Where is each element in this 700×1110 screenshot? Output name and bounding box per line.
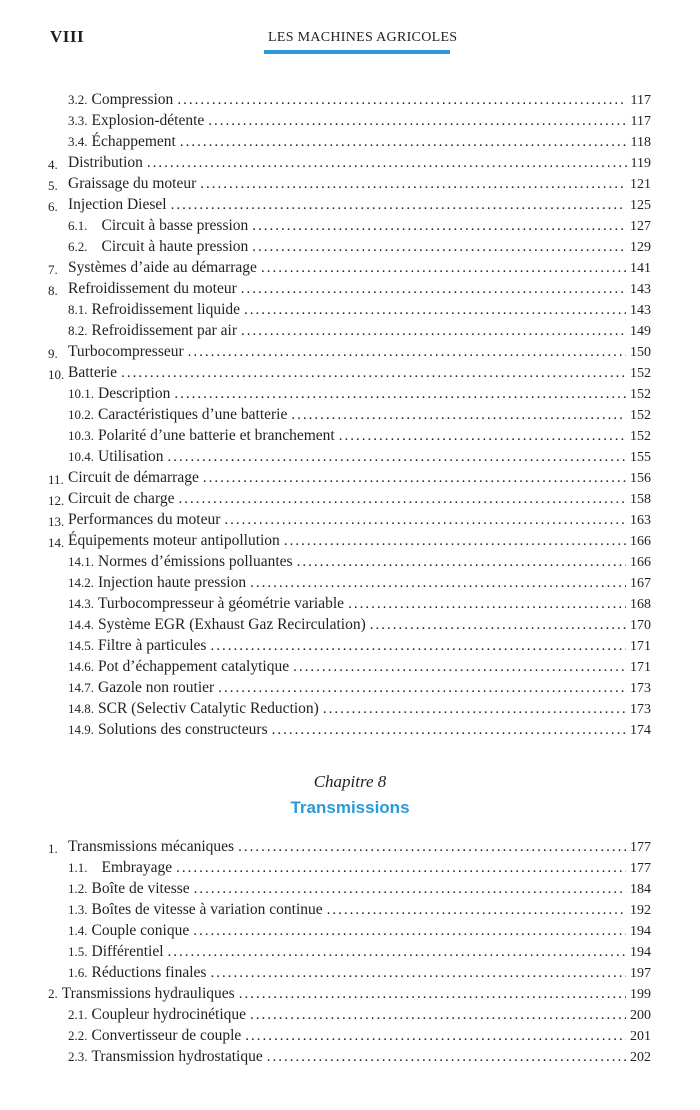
toc-entry-number: 14.4. [68, 617, 94, 632]
toc-entry-title: Normes d’émissions polluantes [98, 553, 293, 570]
toc-entry-page: 194 [630, 924, 651, 939]
toc-entry-title: Convertisseur de couple [91, 1027, 242, 1044]
toc-entry-page: 174 [630, 723, 651, 738]
toc-entry-title: Échappement [91, 133, 176, 150]
toc-entry-number: 14.7. [68, 680, 94, 695]
toc-entry-page: 143 [630, 303, 651, 318]
toc-entry[interactable] [0, 215, 700, 236]
dot-leader [203, 468, 626, 489]
dot-leader [252, 216, 626, 237]
toc-entry-number: 1.3. [68, 902, 88, 917]
toc-entry-title: Caractéristiques d’une batterie [98, 406, 288, 423]
toc-entry[interactable] [0, 320, 700, 341]
toc-entry-number: 8. [48, 283, 58, 298]
toc-entry-number: 14.1. [68, 554, 94, 569]
dot-leader [208, 111, 626, 132]
dot-leader [339, 426, 626, 447]
toc-entry-label [68, 941, 164, 962]
toc-entry-title: Différentiel [91, 943, 164, 960]
toc-entry-page: 152 [630, 366, 651, 381]
toc-entry-title: Systèmes d’aide au démarrage [68, 259, 257, 276]
dot-leader [327, 900, 626, 921]
toc-entry[interactable] [0, 131, 700, 152]
toc-entry-title: Performances du moteur [68, 511, 221, 528]
toc-entry-page: 121 [630, 177, 651, 192]
toc-entry-page: 202 [630, 1050, 651, 1065]
toc-entry-label [68, 677, 214, 698]
toc-entry[interactable] [0, 362, 700, 383]
toc-entry-page: 177 [630, 861, 651, 876]
toc-entry-number: 7. [48, 262, 58, 277]
toc-entry[interactable] [0, 236, 700, 257]
toc-entry-number: 14.3. [68, 596, 94, 611]
toc-entry-number: 2.1. [68, 1007, 88, 1022]
dot-leader [348, 594, 626, 615]
toc-entry-title: Transmission hydrostatique [91, 1048, 263, 1065]
toc-entry[interactable] [0, 836, 700, 857]
toc-entry-number: 14.2. [68, 575, 94, 590]
toc-entry[interactable] [0, 899, 700, 920]
toc-entry[interactable] [0, 1046, 700, 1067]
toc-entry-label [68, 878, 190, 899]
page-header [50, 26, 650, 54]
dot-leader [176, 858, 626, 879]
toc-entry-title: Système EGR (Exhaust Gaz Recirculation) [98, 616, 366, 633]
toc-entry-number: 10. [48, 367, 65, 382]
toc-entry[interactable] [0, 635, 700, 656]
toc-entry-label [68, 110, 204, 131]
toc-entry-number: 4. [48, 157, 58, 172]
toc-entry-number: 3.4. [68, 134, 88, 149]
toc-entry-title: Solutions des constructeurs [98, 721, 268, 738]
toc-entry-title: Polarité d’une batterie et branchement [98, 427, 335, 444]
dot-leader [252, 237, 626, 258]
dot-leader [194, 879, 626, 900]
toc-entry-page: 143 [630, 282, 651, 297]
toc-entry-page: 200 [630, 1008, 651, 1023]
toc-entry-title: Circuit de démarrage [68, 469, 199, 486]
toc-entry-title: Turbocompresseur [68, 343, 184, 360]
toc-entry[interactable] [0, 1004, 700, 1025]
toc-entry-page: 201 [630, 1029, 651, 1044]
toc-entry-page: 155 [630, 450, 651, 465]
dot-leader [267, 1047, 626, 1068]
toc-entry-page: 194 [630, 945, 651, 960]
toc-entry-number: 10.2. [68, 407, 94, 422]
dot-leader [241, 279, 626, 300]
toc-entry-number: 1.6. [68, 965, 88, 980]
header-accent-rule [264, 50, 450, 54]
toc-entry-number: 14.9. [68, 722, 94, 737]
toc-entry-page: 152 [630, 408, 651, 423]
toc-entry-number: 14. [48, 535, 65, 550]
toc-entry-page: 184 [630, 882, 651, 897]
toc-entry-title: Circuit à basse pression [101, 217, 249, 234]
toc-entry[interactable] [0, 383, 700, 404]
toc-entry[interactable] [0, 878, 700, 899]
toc-entry-number: 8.2. [68, 323, 88, 338]
toc-entry-label [68, 383, 170, 404]
toc-entry-page: 129 [630, 240, 651, 255]
toc-entry-label [48, 983, 235, 1004]
toc-entry[interactable] [0, 572, 700, 593]
toc-entry-label [68, 572, 246, 593]
toc-entry-page: 168 [630, 597, 651, 612]
dot-leader [147, 153, 627, 174]
toc-entry-label [68, 719, 268, 740]
toc-entry-page: 149 [630, 324, 651, 339]
toc-entry-title: Coupleur hydrocinétique [91, 1006, 247, 1023]
toc-entry-title: Transmissions mécaniques [68, 838, 235, 855]
toc-entry[interactable] [0, 656, 700, 677]
dot-leader [272, 720, 626, 741]
toc-entry-label [68, 1025, 241, 1046]
toc-entry[interactable] [0, 194, 700, 215]
toc-entry-label [68, 446, 163, 467]
toc-entry-title: Couple conique [91, 922, 190, 939]
toc-entry-label [68, 593, 344, 614]
toc-entry-title: Explosion-détente [91, 112, 205, 129]
dot-leader [250, 573, 626, 594]
dot-leader [250, 1005, 626, 1026]
dot-leader [188, 342, 626, 363]
dot-leader [177, 90, 626, 111]
dot-leader [200, 174, 626, 195]
toc-entry[interactable] [0, 941, 700, 962]
toc-entry-title: Turbocompresseur à géométrie variable [98, 595, 345, 612]
toc-entry[interactable] [0, 341, 700, 362]
toc-entry[interactable] [0, 719, 700, 740]
toc-entry-page: 192 [630, 903, 651, 918]
toc-entry-page: 158 [630, 492, 651, 507]
dot-leader [218, 678, 626, 699]
toc-entry-number: 12. [48, 493, 65, 508]
toc-entry-title: Refroidissement liquide [91, 301, 241, 318]
toc-entry[interactable] [0, 467, 700, 488]
dot-leader [224, 510, 626, 531]
toc-entry-label [68, 551, 293, 572]
toc-entry-page: 141 [630, 261, 651, 276]
chapter-title: Transmissions [290, 798, 410, 817]
toc-entry[interactable] [0, 530, 700, 551]
toc-entry-page: 170 [630, 618, 651, 633]
toc-entry-page: 171 [630, 639, 651, 654]
toc-entry-label [68, 404, 287, 425]
dot-leader [245, 1026, 626, 1047]
toc-entry-title: Équipements moteur antipollution [68, 532, 280, 549]
toc-entry-number: 6.1. [68, 218, 88, 233]
toc-entry[interactable] [0, 551, 700, 572]
dot-leader [167, 447, 626, 468]
toc-entry-label [68, 320, 237, 341]
toc-list-chapter-8 [0, 836, 700, 1067]
page-number: VIII [50, 27, 85, 46]
dot-leader [210, 636, 626, 657]
toc-entry-title: Boîtes de vitesse à variation continue [91, 901, 323, 918]
toc-entry-page: 173 [630, 681, 651, 696]
dot-leader [168, 942, 626, 963]
dot-leader [261, 258, 626, 279]
toc-entry-number: 14.8. [68, 701, 94, 716]
toc-entry-title: Batterie [68, 364, 118, 381]
toc-entry-number: 2.3. [68, 1049, 88, 1064]
toc-entry-page: 177 [630, 840, 651, 855]
toc-entry-title: Distribution [68, 154, 143, 171]
toc-entry-number: 2.2. [68, 1028, 88, 1043]
toc-entry-title: Filtre à particules [98, 637, 207, 654]
dot-leader [323, 699, 626, 720]
toc-entry-label [68, 425, 335, 446]
toc-entry-title: Pot d’échappement catalytique [98, 658, 290, 675]
toc-entry-page: 127 [630, 219, 651, 234]
toc-entry[interactable] [0, 614, 700, 635]
toc-entry[interactable] [0, 920, 700, 941]
toc-entry-number: 1.1. [68, 860, 88, 875]
dot-leader [291, 405, 626, 426]
dot-leader [297, 552, 626, 573]
dot-leader [293, 657, 626, 678]
toc-entry[interactable] [0, 404, 700, 425]
toc-entry[interactable] [0, 257, 700, 278]
dot-leader [121, 363, 626, 384]
toc-entry-title: Injection Diesel [68, 196, 167, 213]
toc-entry-number: 14.6. [68, 659, 94, 674]
toc-entry-number: 5. [48, 178, 58, 193]
toc-entry-label [68, 1004, 246, 1025]
toc-entry-number: 3.2. [68, 92, 88, 107]
toc-entry-label [68, 698, 319, 719]
toc-entry[interactable] [0, 857, 700, 878]
toc-entry-title: Refroidissement du moteur [68, 280, 237, 297]
toc-entry-label [68, 656, 289, 677]
toc-entry-label [68, 299, 240, 320]
toc-entry-number: 2. [48, 986, 58, 1001]
toc-entry-label [68, 236, 248, 257]
dot-leader [193, 921, 626, 942]
dot-leader [171, 195, 626, 216]
toc-entry-label [68, 635, 206, 656]
toc-entry-page: 125 [630, 198, 651, 213]
toc-entry-page: 171 [630, 660, 651, 675]
toc-entry-label [68, 857, 172, 878]
toc-entry-number: 10.3. [68, 428, 94, 443]
toc-entry-label [68, 215, 248, 236]
toc-entry-page: 156 [630, 471, 651, 486]
toc-entry[interactable] [0, 677, 700, 698]
toc-entry-label [68, 899, 323, 920]
toc-entry[interactable] [0, 152, 700, 173]
toc-entry[interactable] [0, 89, 700, 110]
toc-entry-page: 118 [630, 135, 651, 150]
toc-entry-page: 150 [630, 345, 651, 360]
toc-entry-label [68, 614, 366, 635]
toc-entry[interactable] [0, 446, 700, 467]
toc-entry-label [68, 131, 176, 152]
dot-leader [241, 321, 626, 342]
toc-entry-number: 14.5. [68, 638, 94, 653]
toc-entry-number: 6. [48, 199, 58, 214]
toc-entry-number: 1. [48, 841, 58, 856]
toc-entry-page: 117 [630, 93, 651, 108]
toc-entry-title: Injection haute pression [98, 574, 247, 591]
toc-entry-page: 163 [630, 513, 651, 528]
toc-entry-number: 1.5. [68, 944, 88, 959]
dot-leader [180, 132, 627, 153]
dot-leader [244, 300, 626, 321]
toc-entry-number: 6.2. [68, 239, 88, 254]
toc-entry-label [68, 920, 189, 941]
toc-entry[interactable] [0, 593, 700, 614]
toc-entry-label [68, 962, 206, 983]
toc-entry-title: Refroidissement par air [91, 322, 237, 339]
toc-entry-number: 11. [48, 472, 64, 487]
toc-entry-number: 8.1. [68, 302, 88, 317]
dot-leader [210, 963, 626, 984]
toc-entry-number: 13. [48, 514, 65, 529]
dot-leader [178, 489, 626, 510]
toc-entry-number: 10.1. [68, 386, 94, 401]
running-title: LES MACHINES AGRICOLES [268, 30, 458, 45]
toc-entry[interactable] [0, 488, 700, 509]
toc-entry-title: Réductions finales [91, 964, 207, 981]
toc-entry-label [68, 89, 173, 110]
toc-entry-number: 10.4. [68, 449, 94, 464]
toc-entry[interactable] [0, 299, 700, 320]
toc-entry[interactable] [0, 698, 700, 719]
toc-entry-page: 117 [630, 114, 651, 129]
toc-entry-page: 199 [630, 987, 651, 1002]
toc-entry-label [68, 1046, 263, 1067]
toc-entry-page: 173 [630, 702, 651, 717]
toc-entry[interactable] [0, 425, 700, 446]
toc-entry-title: Description [98, 385, 171, 402]
toc-entry-page: 152 [630, 387, 651, 402]
toc-entry[interactable] [0, 983, 700, 1004]
chapter-label: Chapitre 8 [313, 772, 387, 791]
toc-entry[interactable] [0, 1025, 700, 1046]
toc-entry[interactable] [0, 509, 700, 530]
toc-entry-title: Embrayage [101, 859, 173, 876]
toc-entry-title: Graissage du moteur [68, 175, 197, 192]
toc-entry-number: 3.3. [68, 113, 88, 128]
toc-entry-title: Compression [91, 91, 174, 108]
toc-entry-title: Utilisation [98, 448, 164, 465]
toc-entry-title: Circuit à haute pression [101, 238, 249, 255]
toc-entry[interactable] [0, 110, 700, 131]
toc-entry-number: 1.2. [68, 881, 88, 896]
toc-entry-page: 166 [630, 555, 651, 570]
toc-entry[interactable] [0, 173, 700, 194]
toc-entry[interactable] [0, 962, 700, 983]
dot-leader [174, 384, 626, 405]
toc-entry-page: 166 [630, 534, 651, 549]
toc-entry-page: 167 [630, 576, 651, 591]
toc-entry-title: SCR (Selectiv Catalytic Reduction) [98, 700, 319, 717]
toc-entry-title: Circuit de charge [68, 490, 175, 507]
toc-entry-page: 119 [630, 156, 651, 171]
toc-entry-number: 9. [48, 346, 58, 361]
dot-leader [370, 615, 626, 636]
toc-entry[interactable] [0, 278, 700, 299]
toc-entry-title: Boîte de vitesse [91, 880, 190, 897]
toc-entry-page: 197 [630, 966, 651, 981]
toc-entry-page: 152 [630, 429, 651, 444]
dot-leader [239, 984, 626, 1005]
toc-entry-title: Transmissions hydrauliques [61, 985, 235, 1002]
toc-entry-title: Gazole non routier [98, 679, 215, 696]
dot-leader [284, 531, 626, 552]
toc-entry-number: 1.4. [68, 923, 88, 938]
dot-leader [238, 837, 626, 858]
toc-list-chapter-7 [0, 89, 700, 740]
